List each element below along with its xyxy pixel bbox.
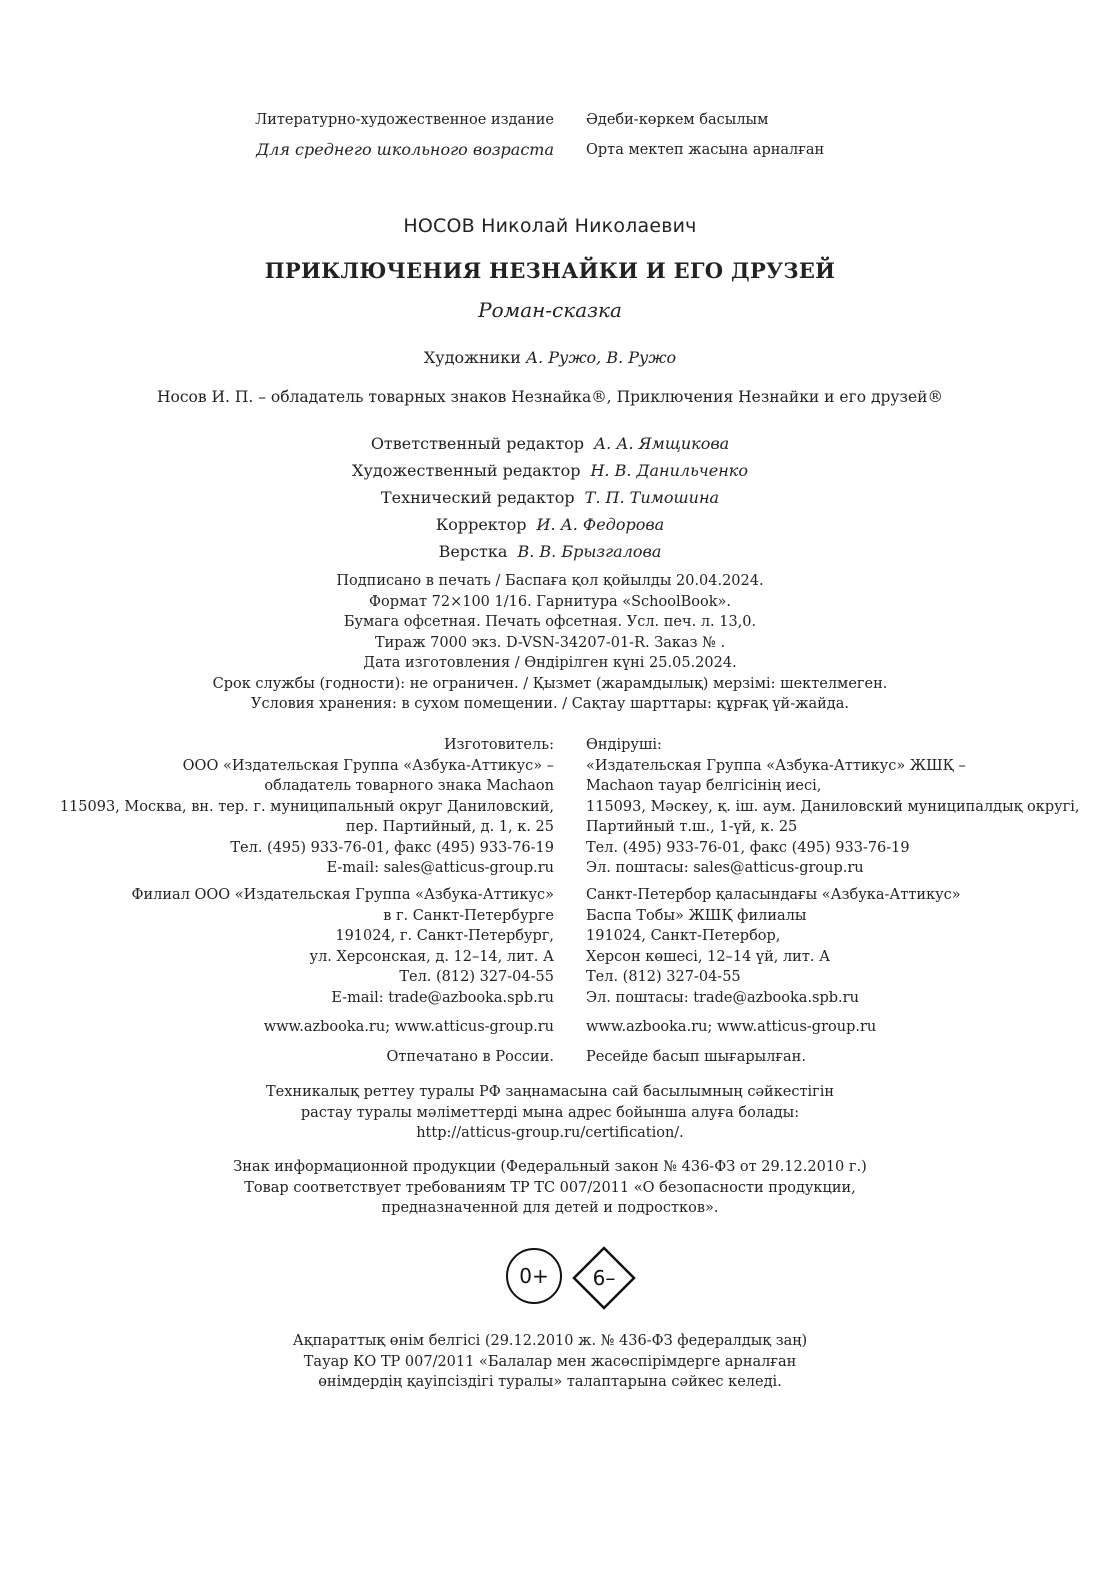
manufacturer-kz bbox=[586, 735, 1079, 879]
branch-kz-line: Баспа Тобы» ЖШҚ филиалы bbox=[586, 907, 807, 924]
info-sign-ru bbox=[0, 1157, 1100, 1219]
credit-row bbox=[0, 484, 1100, 511]
certification-line: растау туралы мәліметтерді мына адрес бойынша алуға болады: bbox=[300, 1104, 800, 1121]
age-rating-diamond-badge bbox=[572, 1246, 636, 1310]
credit-row bbox=[0, 457, 1100, 484]
header-left-line2: Для среднего школьного возраста bbox=[256, 140, 554, 159]
branch-ru bbox=[131, 885, 554, 1008]
certification-line: Техникалық реттеу туралы РФ заңнамасына сай басылымның сәйкестігін bbox=[265, 1084, 835, 1100]
manufacturer-ru-line: Изготовитель: bbox=[443, 737, 554, 753]
branch-kz-line: Тел. (812) 327-04-55 bbox=[586, 969, 741, 985]
manufacturer-ru bbox=[60, 735, 554, 879]
info-sign-ru-line: Знак информационной продукции (Федеральный закон № 436-ФЗ от 29.12.2010 г.) bbox=[233, 1159, 867, 1175]
manufacturer-kz-line: Тел. (495) 933-76-01, факс (495) 933-76-19 bbox=[586, 839, 910, 856]
websites-kz: www.azbooka.ru; www.atticus-group.ru bbox=[586, 1019, 877, 1035]
branch-kz-line: 191024, Санкт-Петербор, bbox=[586, 928, 781, 944]
header-right-line2: Орта мектеп жасына арналған bbox=[586, 142, 825, 158]
certification-note bbox=[0, 1082, 1100, 1144]
manufacturer-kz-line: Өндіруші: bbox=[586, 737, 662, 753]
manufacturer-kz-line: Эл. поштасы: sales@atticus-group.ru bbox=[586, 860, 864, 876]
credit-row bbox=[0, 430, 1100, 457]
certification-line: http://atticus-group.ru/certification/. bbox=[416, 1125, 684, 1141]
branch-ru-line: Филиал ООО «Издательская Группа «Азбука-Аттикус» bbox=[131, 887, 554, 903]
manufacturer-ru-line: 115093, Москва, вн. тер. г. муниципальный округ Даниловский, bbox=[59, 798, 554, 815]
illustrators-label: Художники bbox=[423, 348, 521, 367]
trademark-notice: Носов И. П. – обладатель товарных знаков Незнайка®, Приключения Незнайки и его друзей® bbox=[156, 388, 944, 406]
info-sign-kz-line: өнімдердің қауіпсіздігі туралы» талаптарына сәйкес келеді. bbox=[318, 1374, 782, 1390]
header-left-line1: Литературно-художественное издание bbox=[255, 112, 554, 128]
printed-ru: Отпечатано в России. bbox=[386, 1049, 554, 1065]
illustrators-line bbox=[0, 348, 1100, 367]
credit-name: И. А. Федорова bbox=[536, 515, 665, 534]
manufacturer-kz-line: Machaon тауар белгісінің иесі, bbox=[586, 778, 822, 794]
manufacturer-ru-line: E-mail: sales@atticus-group.ru bbox=[326, 860, 554, 876]
info-sign-ru-line: Товар соответствует требованиям ТР ТС 007/2011 «О безопасности продукции, bbox=[244, 1179, 856, 1196]
age-rating-diamond-text: 6– bbox=[592, 1266, 616, 1290]
branch-kz-line: Херсон көшесі, 12–14 үй, лит. А bbox=[586, 948, 831, 965]
printed-kz: Ресейде басып шығарылған. bbox=[586, 1049, 806, 1065]
credit-name: А. А. Ямщикова bbox=[594, 434, 730, 453]
websites-ru: www.azbooka.ru; www.atticus-group.ru bbox=[263, 1019, 554, 1035]
print-info-line: Условия хранения: в сухом помещении. / Сақтау шарттары: құрғақ үй-жайда. bbox=[251, 696, 849, 712]
info-sign-kz-line: Тауар КО ТР 007/2011 «Балалар мен жасөспірімдерге арналған bbox=[303, 1353, 797, 1370]
manufacturer-ru-line: ООО «Издательская Группа «Азбука-Аттикус» – bbox=[182, 757, 554, 774]
print-info-line: Бумага офсетная. Печать офсетная. Усл. печ. л. 13,0. bbox=[343, 614, 757, 630]
credit-label: Художественный редактор bbox=[352, 461, 581, 480]
manufacturer-ru-line: Тел. (495) 933-76-01, факс (495) 933-76-19 bbox=[230, 839, 554, 856]
print-info-line: Тираж 7000 экз. D-VSN-34207-01-R. Заказ № . bbox=[374, 634, 726, 651]
credit-label: Ответственный редактор bbox=[370, 434, 585, 453]
age-rating-badges bbox=[506, 1246, 636, 1316]
info-sign-ru-line: предназначенной для детей и подростков». bbox=[381, 1200, 719, 1216]
author-name: НОСОВ Николай Николаевич bbox=[403, 215, 697, 237]
manufacturer-ru-line: пер. Партийный, д. 1, к. 25 bbox=[345, 819, 554, 835]
print-info-line: Подписано в печать / Баспаға қол қойылды 20.04.2024. bbox=[336, 573, 764, 589]
age-rating-circle-badge bbox=[506, 1248, 562, 1304]
manufacturer-kz-line: Партийный т.ш., 1-үй, к. 25 bbox=[586, 819, 798, 835]
print-info bbox=[0, 571, 1100, 715]
credit-name: Н. В. Данильченко bbox=[590, 461, 748, 480]
header-right-line1: Әдеби-көркем басылым bbox=[586, 112, 769, 128]
branch-ru-line: E-mail: trade@azbooka.spb.ru bbox=[331, 989, 554, 1006]
print-info-line: Дата изготовления / Өндірілген күні 25.05.2024. bbox=[363, 655, 737, 671]
info-sign-kz-line: Ақпараттық өнім белгісі (29.12.2010 ж. № 436-ФЗ федералдық заң) bbox=[292, 1333, 808, 1349]
credit-label: Верстка bbox=[438, 542, 508, 561]
credit-row bbox=[0, 538, 1100, 565]
credit-label: Корректор bbox=[435, 515, 527, 534]
age-rating-circle-text: 0+ bbox=[519, 1264, 549, 1288]
credit-row bbox=[0, 511, 1100, 538]
branch-kz bbox=[586, 885, 961, 1008]
branch-kz-line: Санкт-Петербор қаласындағы «Азбука-Аттикус» bbox=[586, 887, 961, 903]
print-info-line: Срок службы (годности): не ограничен. / Қызмет (жарамдылық) мерзімі: шектелмеген. bbox=[212, 675, 888, 692]
manufacturer-kz-line: 115093, Мәскеу, қ. іш. аум. Даниловский муниципалдық округі, bbox=[586, 798, 1080, 815]
branch-ru-line: 191024, г. Санкт-Петербург, bbox=[335, 928, 554, 944]
print-info-line: Формат 72×100 1/16. Гарнитура «SchoolBook». bbox=[369, 593, 731, 610]
branch-ru-line: в г. Санкт-Петербурге bbox=[383, 907, 554, 924]
branch-ru-line: ул. Херсонская, д. 12–14, лит. А bbox=[309, 948, 554, 965]
manufacturer-kz-line: «Издательская Группа «Азбука-Аттикус» ЖШҚ – bbox=[586, 757, 966, 774]
manufacturer-ru-line: обладатель товарного знака Machaon bbox=[264, 778, 554, 794]
branch-kz-line: Эл. поштасы: trade@azbooka.spb.ru bbox=[586, 989, 859, 1006]
credit-label: Технический редактор bbox=[380, 488, 575, 507]
info-sign-kz bbox=[0, 1331, 1100, 1393]
credit-name: Т. П. Тимошина bbox=[584, 488, 720, 507]
book-genre: Роман-сказка bbox=[478, 298, 622, 322]
book-title: ПРИКЛЮЧЕНИЯ НЕЗНАЙКИ И ЕГО ДРУЗЕЙ bbox=[264, 258, 836, 283]
credit-name: В. В. Брызгалова bbox=[517, 542, 662, 561]
branch-ru-line: Тел. (812) 327-04-55 bbox=[399, 969, 554, 985]
illustrators-names: А. Ружо, В. Ружо bbox=[525, 348, 677, 367]
